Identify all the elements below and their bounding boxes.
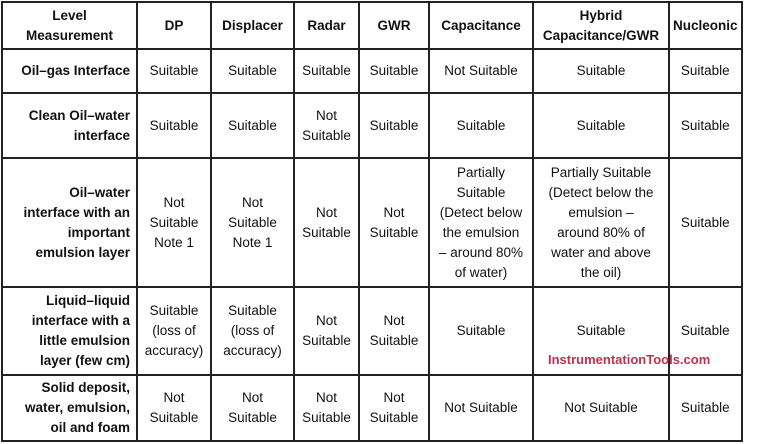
- table-cell: Not Suitable Note 1: [211, 158, 294, 287]
- row-label: Clean Oil–water interface: [2, 93, 137, 158]
- row-label: Oil–water interface with an important emulsion layer: [2, 158, 137, 287]
- column-header-hybrid: Hybrid Capacitance/GWR: [533, 2, 669, 49]
- column-header-capacitance: Capacitance: [429, 2, 533, 49]
- table-cell: Suitable: [359, 93, 429, 158]
- table-cell: Suitable: [429, 287, 533, 375]
- table-cell: Suitable: [137, 93, 211, 158]
- table-cell: Suitable: [533, 93, 669, 158]
- row-label: Solid deposit, water, emulsion, oil and foam: [2, 375, 137, 441]
- table-cell: Suitable: [294, 49, 359, 93]
- table-cell: Not Suitable: [137, 375, 211, 441]
- table-cell: Suitable (loss of accuracy): [211, 287, 294, 375]
- column-header-radar: Radar: [294, 2, 359, 49]
- table-wrapper: [1, 1, 743, 442]
- table-row: [2, 158, 742, 287]
- table-row: [2, 375, 742, 441]
- watermark-text-part1: Instrumentation: [548, 352, 647, 367]
- table-cell: Not Suitable: [211, 375, 294, 441]
- table-cell: Suitable: [669, 287, 742, 375]
- table-cell: Suitable: [211, 49, 294, 93]
- table-cell: Suitable: [137, 49, 211, 93]
- table-cell: Not Suitable: [294, 375, 359, 441]
- watermark-text-part2: Tools.com: [646, 352, 711, 367]
- table-row: [2, 49, 742, 93]
- table-cell: Not Suitable: [294, 287, 359, 375]
- watermark: [548, 352, 710, 367]
- table-cell: Suitable: [211, 93, 294, 158]
- table-cell: Not Suitable: [429, 375, 533, 441]
- table-cell: Suitable: [669, 93, 742, 158]
- table-cell: Suitable: [669, 158, 742, 287]
- table-cell: Not Suitable: [294, 158, 359, 287]
- table-cell: Not Suitable: [359, 287, 429, 375]
- level-measurement-table: [1, 1, 743, 442]
- corner-header: Level Measurement: [2, 2, 137, 49]
- table-row: [2, 93, 742, 158]
- table-cell: Suitable: [669, 49, 742, 93]
- header-row: [2, 2, 742, 49]
- table-cell: Partially Suitable (Detect below the emulsion – around 80% of water): [429, 158, 533, 287]
- column-header-gwr: GWR: [359, 2, 429, 49]
- table-cell: Suitable: [669, 375, 742, 441]
- table-cell: Suitable: [533, 49, 669, 93]
- column-header-dp: DP: [137, 2, 211, 49]
- table-cell: Suitable: [359, 49, 429, 93]
- row-label: Oil–gas Interface: [2, 49, 137, 93]
- row-label: Liquid–liquid interface with a little emulsion layer (few cm): [2, 287, 137, 375]
- table-cell: Not Suitable Note 1: [137, 158, 211, 287]
- table-cell: Not Suitable: [294, 93, 359, 158]
- table-cell: Suitable (loss of accuracy): [137, 287, 211, 375]
- table-cell: Not Suitable: [359, 375, 429, 441]
- table-cell: Suitable: [533, 287, 669, 375]
- column-header-nucleonic: Nucleonic: [669, 2, 742, 49]
- table-cell: Not Suitable: [533, 375, 669, 441]
- table-cell: Suitable: [429, 93, 533, 158]
- table-cell: Not Suitable: [429, 49, 533, 93]
- table-cell: Partially Suitable (Detect below the emulsion – around 80% of water and above the oil): [533, 158, 669, 287]
- column-header-displacer: Displacer: [211, 2, 294, 49]
- table-cell: Not Suitable: [359, 158, 429, 287]
